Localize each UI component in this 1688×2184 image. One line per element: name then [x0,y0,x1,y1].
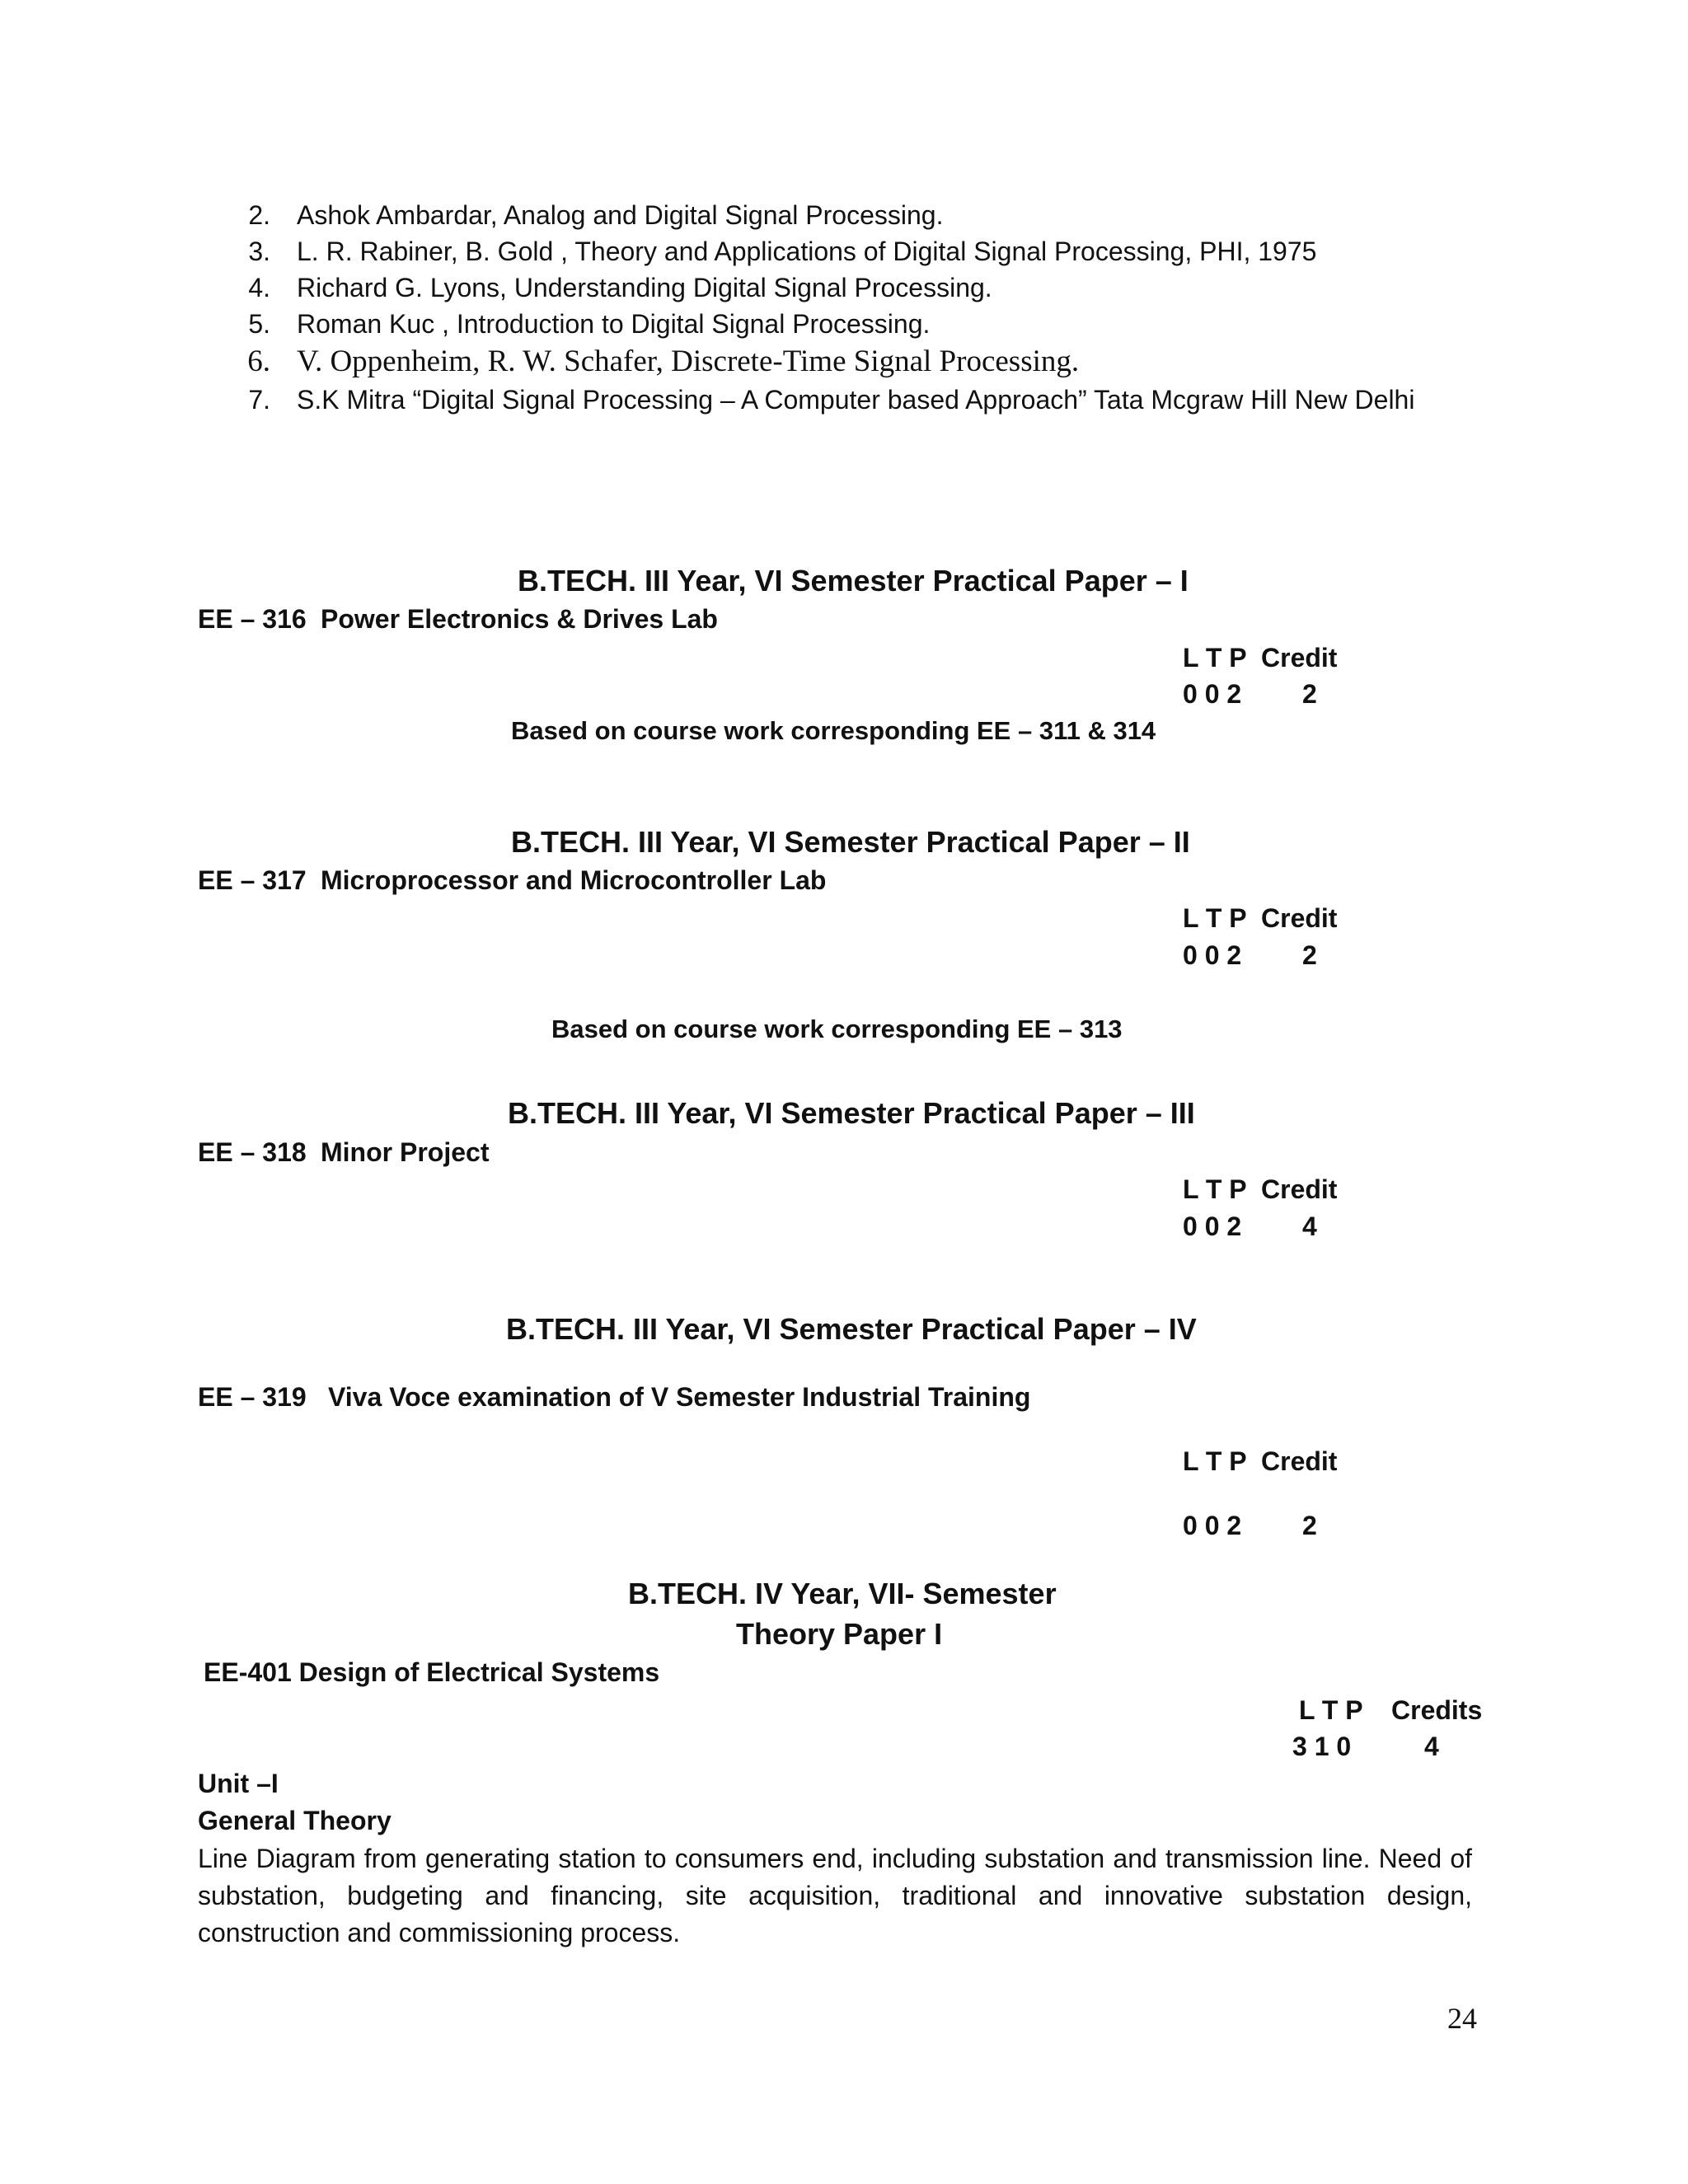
section-heading: B.TECH. III Year, VI Semester Practical Paper – II [511,825,1190,859]
course-note: Based on course work corresponding EE – 313 [551,1015,1123,1043]
ltp-label: L T P [1183,903,1247,933]
ltp-value: 0 0 2 [1183,1511,1242,1540]
reference-number: 4. [248,273,270,302]
section-subheading: Theory Paper I [736,1617,943,1651]
unit-body-text: Line Diagram from generating station to consumers end, including substation and transmission line. Need of substation, budgeting and financing, site acquisition, traditional and innovative substation design, construction and commissioning process. [198,1844,1472,1947]
section-heading: B.TECH. III Year, VI Semester Practical Paper – III [508,1096,1195,1130]
credit-value: 4 [1424,1732,1439,1761]
course-title: Microprocessor and Microcontroller Lab [321,865,827,895]
ltp-value: 0 0 2 [1183,940,1242,970]
page-number: 24 [1447,2002,1477,2035]
reference-text: V. Oppenheim, R. W. Schafer, Discrete-Time Signal Processing. [297,344,1080,378]
credit-label: Credit [1261,903,1338,933]
section-heading: B.TECH. III Year, VI Semester Practical Paper – I [518,564,1189,598]
course-note: Based on course work corresponding EE – 311 & 314 [511,716,1156,745]
ltp-value: 0 0 2 [1183,679,1242,709]
course-title: Power Electronics & Drives Lab [321,604,718,634]
ltp-label: L T P [1183,1446,1247,1476]
course-title: Viva Voce examination of V Semester Industrial Training [328,1382,1031,1412]
reference-number: 2. [248,200,270,230]
course-title: Minor Project [321,1137,490,1167]
reference-text: S.K Mitra “Digital Signal Processing – A Computer based Approach” Tata Mcgraw Hill New Delhi [297,385,1415,415]
credit-value: 2 [1302,679,1317,709]
section-heading: B.TECH. III Year, VI Semester Practical Paper – IV [506,1312,1197,1346]
ltp-value: 3 1 0 [1292,1732,1352,1761]
credit-value: 2 [1302,940,1317,970]
ltp-label: L T P [1299,1695,1363,1725]
credit-label: Credit [1261,1446,1338,1476]
reference-text: Ashok Ambardar, Analog and Digital Signal Processing. [297,200,944,230]
course-code: EE – 319 [198,1382,307,1412]
ltp-label: L T P [1183,1174,1247,1204]
credit-value: 4 [1302,1212,1317,1241]
reference-text: Roman Kuc , Introduction to Digital Signal Processing. [297,309,931,339]
course-code: EE – 318 [198,1137,307,1167]
reference-number: 6. [247,344,270,378]
reference-text: Richard G. Lyons, Understanding Digital Signal Processing. [297,273,992,302]
credit-label: Credit [1261,1174,1338,1204]
unit-title: General Theory [198,1806,392,1835]
course-code: EE – 317 [198,865,307,895]
unit-label: Unit –I [198,1769,279,1798]
reference-number: 7. [248,385,270,415]
course-title: EE-401 Design of Electrical Systems [204,1657,660,1687]
credit-label: Credit [1261,643,1338,673]
reference-text: L. R. Rabiner, B. Gold , Theory and Applications of Digital Signal Processing, PHI, 1975 [297,237,1317,266]
ltp-value: 0 0 2 [1183,1212,1242,1241]
course-code: EE – 316 [198,604,307,634]
reference-number: 3. [248,237,270,266]
reference-number: 5. [248,309,270,339]
credit-value: 2 [1302,1511,1317,1540]
credit-label: Credits [1391,1695,1483,1725]
section-heading: B.TECH. IV Year, VII- Semester [628,1577,1057,1610]
ltp-label: L T P [1183,643,1247,673]
